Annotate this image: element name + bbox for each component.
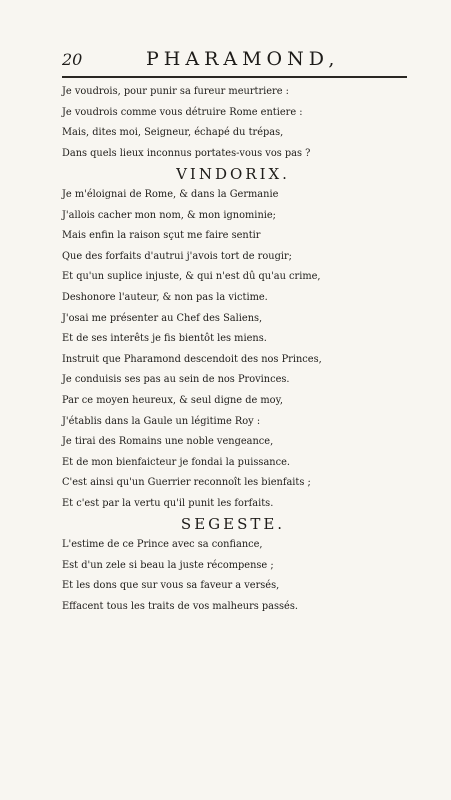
verse-line: Mais enfin la raison sçut me faire sentir [62, 230, 261, 242]
header-rule [62, 76, 407, 78]
verse-line: Par ce moyen heureux, & seul digne de moy, [62, 394, 283, 406]
verse-line: J'établis dans la Gaule un légitime Roy : [62, 415, 261, 427]
verse-line: C'est ainsi qu'un Guerrier reconnoît les bienfaits ; [62, 477, 311, 489]
verse-line: Deshonore l'auteur, & non pas la victime. [62, 291, 268, 303]
verse-line: Est d'un zele si beau la juste récompense ; [62, 559, 274, 571]
verse-text [62, 82, 422, 617]
verse-line: Je voudrois, pour punir sa fureur meurtriere : [62, 86, 289, 97]
verse-line: Et de mon bienfaicteur je fondai la puissance. [62, 456, 290, 468]
verse-line: Je conduisis ses pas au sein de nos Provinces. [62, 374, 290, 386]
verse-line: Mais, dites moi, Seigneur, échapé du trépas, [62, 127, 284, 139]
verse-line: Instruit que Pharamond descendoit des nos Princes, [62, 353, 322, 365]
running-header [62, 48, 402, 72]
verse-line: Et c'est par la vertu qu'il punit les forfaits. [62, 497, 274, 509]
verse-line: Dans quels lieux inconnus portates-vous vos pas ? [62, 147, 311, 159]
verse-line: J'allois cacher mon nom, & mon ignominie; [62, 209, 276, 221]
speaker-name: SEGESTE. [180, 515, 286, 534]
verse-line: J'osai me présenter au Chef des Saliens, [62, 312, 263, 324]
verse-line: Et qu'un suplice injuste, & qui n'est dû qu'au crime, [62, 271, 321, 283]
verse-line: L'estime de ce Prince avec sa confiance, [62, 539, 263, 551]
verse-line: Je voudrois comme vous détruire Rome entiere : [62, 106, 303, 118]
verse-line: Je tirai des Romains une noble vengeance, [62, 436, 274, 448]
page-number: 20 [62, 50, 83, 69]
verse-line: Que des forfaits d'autrui j'avois tort de rougir; [62, 250, 292, 262]
verse-line: Et de ses interêts je fis bientôt les miens. [62, 333, 267, 345]
verse-line: Je m'éloignai de Rome, & dans la Germanie [62, 188, 279, 200]
verse-line: Effacent tous les traits de vos malheurs passés. [62, 600, 299, 612]
speaker-name: VINDORIX. [176, 165, 290, 184]
running-title: PHARAMOND, [146, 48, 340, 70]
verse-line: Et les dons que sur vous sa faveur a versés, [62, 580, 280, 592]
